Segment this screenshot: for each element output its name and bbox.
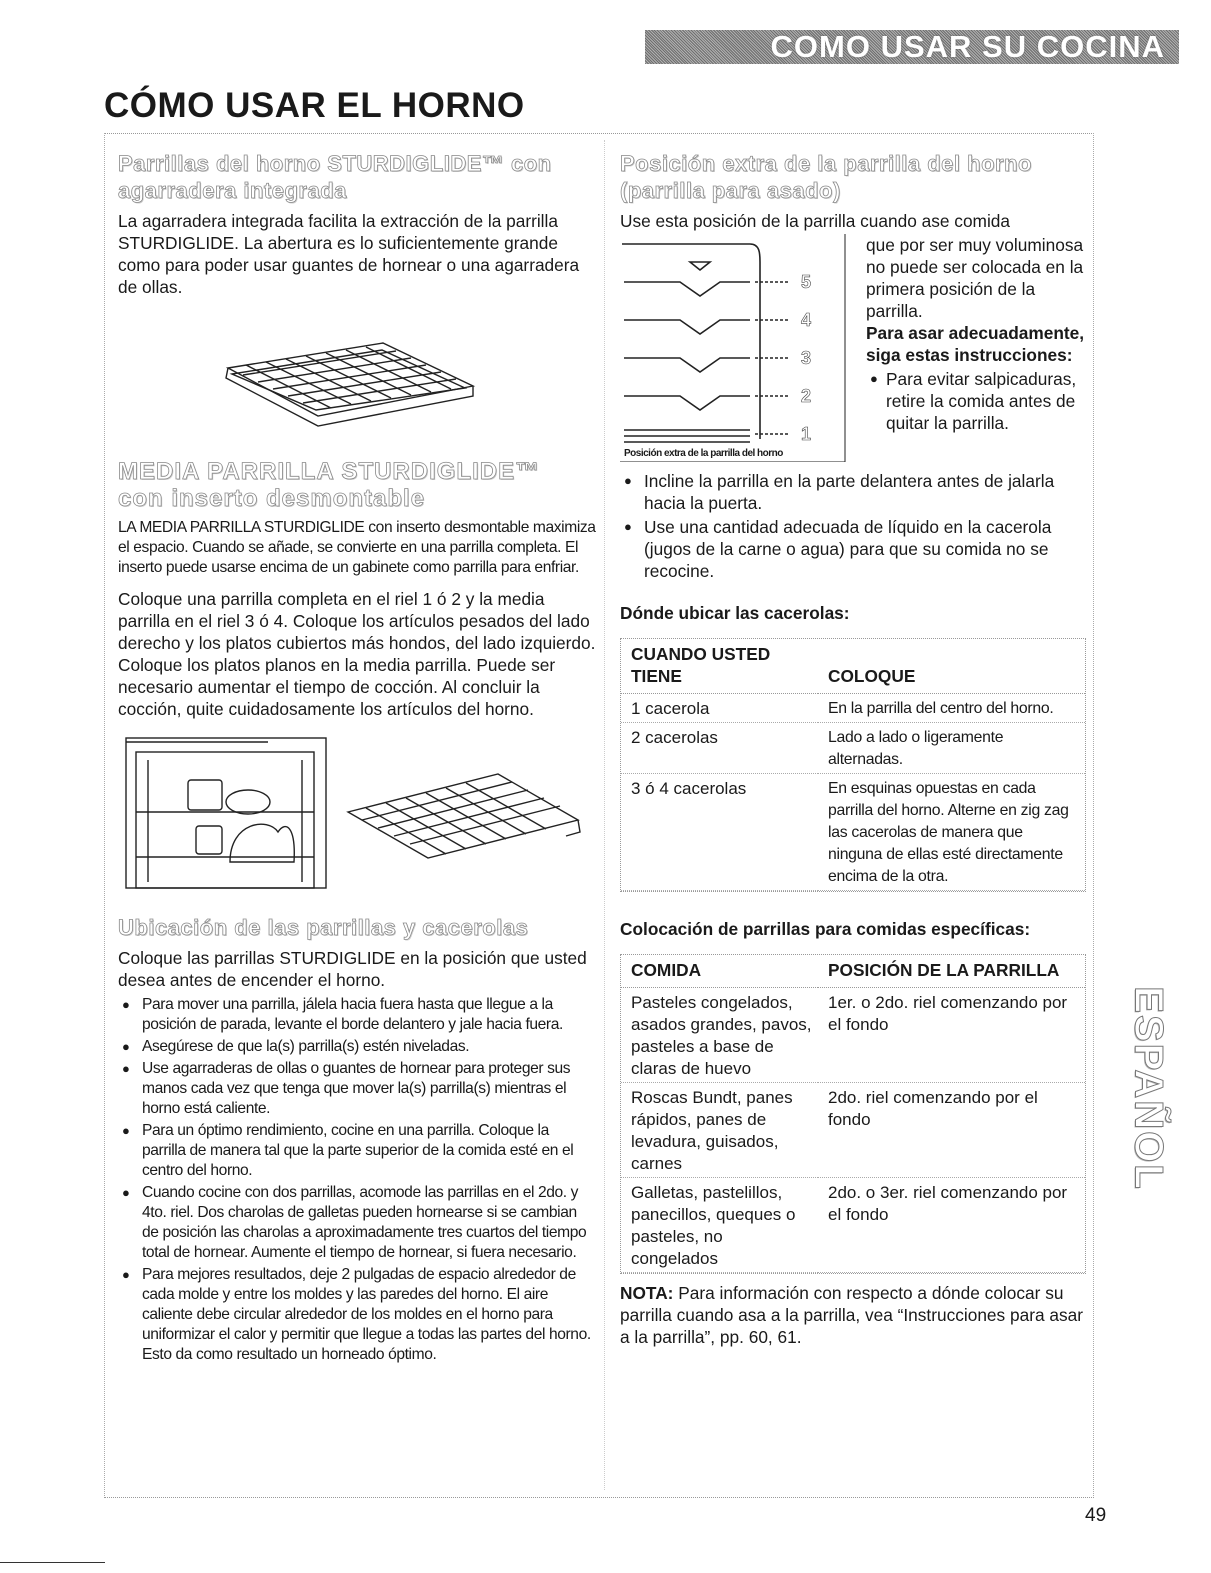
table-header: COLOQUE [818,639,1085,694]
list-item: ● Para un óptimo rendimiento, cocine en una parrilla. Coloque la parrilla de manera tal que la parte superior de la comida esté en el centro del horno. [118,1121,596,1181]
broil-rack-block [620,234,1086,470]
rack-position-bullets [118,995,596,1365]
half-rack-heading: MEDIA PARRILLA STURDIGLIDE™ con inserto desmontable [118,458,541,512]
table-cell: 3 ó 4 cacerolas [621,774,818,891]
table-row [621,1083,1085,1178]
footer-rule [0,1562,105,1563]
top-rule [104,133,1094,134]
list-item: ● Asegúrese de que la(s) parrilla(s) estén niveladas. [118,1037,596,1057]
broil-rack-instructions-heading: Para asar adecuadamente, siga estas instrucciones: [866,323,1085,365]
rack-section-heading: Parrillas del horno STURDIGLIDE™ con agarradera integrada [118,151,552,203]
list-item: ● Incline la parrilla en la parte delantera antes de jalarla hacia la puerta. [620,470,1086,514]
column-divider [604,140,605,1490]
note-paragraph [620,1282,1086,1348]
table-row [621,988,1085,1083]
rack-illustration [118,308,596,448]
list-item: ● Para mejores resultados, deje 2 pulgadas de espacio alrededor de cada molde y entre los moldes y las paredes del horno. El aire caliente debe circular alrededor de los moldes en el horno para uniformizar el calor y permitir que llegue a todas las partes del horno. Esto da como resultado un horneado óptimo. [118,1265,596,1365]
pan-placement-heading: Dónde ubicar las cacerolas: [620,603,850,623]
bottom-rule [104,1497,1094,1498]
list-item: ● Cuando cocine con dos parrillas, acomode las parrillas en el 2do. y 4to. riel. Dos charolas de galletas pueden hornearse si se cambian de posición las charolas a aproximadamente tres cuartos del tiempo total de hornear. Aumente el tiempo de hornear, si fuera necesario. [118,1183,596,1263]
note-text: Para información con respecto a dónde colocar su parrilla cuando asa a la parrilla, vea “Instrucciones para asar a la parrilla”, pp. 60, 61. [620,1283,1083,1347]
broil-rack-bullets [620,470,1086,582]
note-label: NOTA: [620,1283,674,1303]
language-side-tab-label: ESPAÑOL [1126,985,1171,1191]
table-cell: 1er. o 2do. riel comenzando por el fondo [818,988,1085,1083]
table-cell: En la parrilla del centro del horno. [818,694,1085,723]
broil-rack-wrap-text [866,234,1088,436]
pan-placement-table-box [620,638,1086,892]
food-rack-table-box [620,954,1086,1274]
rack-position-number: 5 [800,272,811,292]
rack-position-number: 2 [800,386,811,406]
table-cell: En esquinas opuestas en cada parrilla del horno. Alterne en zig zag las cacerolas de manera que ninguna de ellas esté directamente encima de la otra. [818,774,1085,891]
half-rack-body: LA MEDIA PARRILLA STURDIGLIDE con inserto desmontable maximiza el espacio. Cuando se añade, se convierte en una parrilla completa. El inserto puede usarse encima de un gabinete como parrilla para enfriar. [118,519,596,576]
section-header-band [645,30,1179,64]
food-rack-heading: Colocación de parrillas para comidas específicas: [620,919,1031,939]
list-item: ● Para evitar salpicaduras, retire la comida antes de quitar la parrilla. [866,368,1088,434]
rack-position-intro: Coloque las parrillas STURDIGLIDE en la posición que usted desea antes de encender el horno. [118,948,587,990]
table-cell: Galletas, pastelillos, panecillos, queques o pasteles, no congelados [621,1178,818,1273]
oven-with-half-rack-illustration [118,732,596,892]
half-rack-illustrations [118,732,596,892]
language-side-tab [1126,964,1171,1212]
table-header: CUANDO USTED TIENE [621,639,818,694]
section-header-title: COMO USAR SU COCINA [770,29,1165,64]
table-row [621,694,1085,723]
table-row [621,723,1085,774]
table-header: POSICIÓN DE LA PARRILLA [818,955,1085,988]
table-cell: 2do. riel comenzando por el fondo [818,1083,1085,1178]
oven-rack-illustration [118,308,596,448]
table-row [621,774,1085,891]
rack-position-number: 4 [800,310,811,330]
figure-caption: Posición extra de la parrilla del horno [624,448,783,459]
rack-position-number: 1 [800,424,811,444]
table-row [621,1178,1085,1273]
list-item: ● Use una cantidad adecuada de líquido en la cacerola (jugos de la carne o agua) para que su comida no se recocine. [620,516,1086,582]
rack-section-body: La agarradera integrada facilita la extracción de la parrilla STURDIGLIDE. La abertura es lo suficientemente grande como para poder usar guantes de hornear o una agarradera de ollas. [118,211,580,297]
broil-rack-heading: Posición extra de la parrilla del horno (parrilla para asado) [620,151,1032,203]
table-cell: 2do. o 3er. riel comenzando por el fondo [818,1178,1085,1273]
table-cell: 2 cacerolas [621,723,818,774]
food-rack-table [621,955,1085,1273]
half-rack-body-2: Coloque una parrilla completa en el riel 1 ó 2 y la media parrilla en el riel 3 ó 4. Coloque los artículos pesados del lado derecho y los platos cubiertos más hondos, del lado izquierdo. Coloque los platos planos en la media parrilla. Puede ser necesario aumentar el tiempo de cocción. Al concluir la cocción, quite cuidadosamente los artículos del horno. [118,589,596,719]
table-cell: Roscas Bundt, panes rápidos, panes de levadura, guisados, carnes [621,1083,818,1178]
rack-position-heading: Ubicación de las parrillas y cacerolas [118,915,529,940]
rack-position-number: 3 [800,348,811,368]
list-item: ● Para mover una parrilla, jálela hacia fuera hasta que llegue a la posición de parada, levante el borde delantero y jale hacia fuera. [118,995,596,1035]
page-number: 49 [1085,1505,1107,1526]
pan-placement-table [621,639,1085,891]
right-rule [1093,133,1094,1498]
left-rule [104,133,105,1498]
page-title: CÓMO USAR EL HORNO [104,86,525,125]
rack-position-figure [620,234,848,462]
broil-rack-intro: Use esta posición de la parrilla cuando ase comida [620,211,1011,231]
table-cell: Lado a lado o ligeramente alternadas. [818,723,1085,774]
table-header: COMIDA [621,955,818,988]
list-item: ● Use agarraderas de ollas o guantes de hornear para proteger sus manos cada vez que tenga que mover la(s) parrilla(s) mientras el horno está caliente. [118,1059,596,1119]
table-cell: 1 cacerola [621,694,818,723]
left-column [118,150,596,1367]
right-column [620,150,1086,1348]
table-cell: Pasteles congelados, asados grandes, pavos, pasteles a base de claras de huevo [621,988,818,1083]
broil-rack-wrap: que por ser muy voluminosa no puede ser colocada en la primera posición de la parrilla. [866,235,1084,321]
